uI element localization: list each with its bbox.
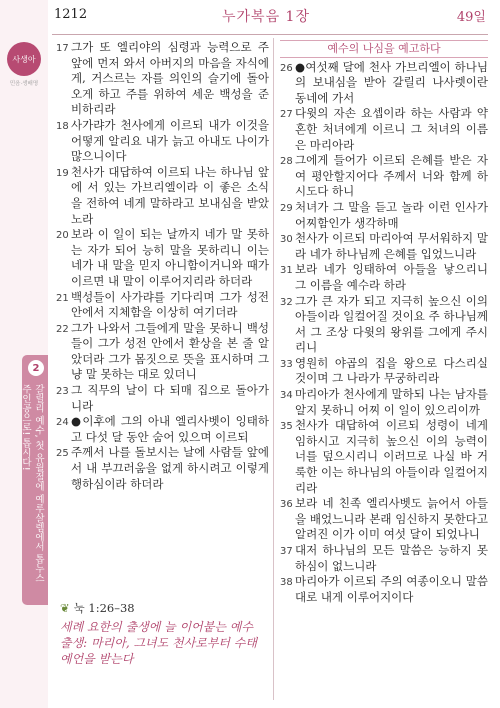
verse (280, 153, 488, 200)
verse (280, 294, 488, 356)
side-vertical-text: 갈릴리 예수, 첫 유월절에 예루살렘에서 톱누스 주인공으로! 톱시다! (20, 384, 44, 583)
column-divider (273, 38, 274, 700)
verse (56, 165, 269, 227)
verse (56, 290, 269, 321)
verse (56, 321, 269, 383)
verse (280, 496, 488, 543)
verse (56, 445, 269, 492)
verse-number: 29 (280, 202, 293, 214)
badge-icon[interactable]: 사생아 (7, 42, 41, 76)
verse (56, 383, 269, 414)
verse-text: 보라 이 일이 되는 날까지 네가 말 못하는 자가 되어 능히 말을 못하리니 이는 네가 내 말을 믿지 아니함이거니와 때가 이르면 내 말이 이루어지리라 하더라 (71, 227, 269, 288)
verse-number: 27 (280, 109, 293, 121)
day-label: 49일 (456, 10, 486, 25)
verse-text: 영원히 야곱의 집을 왕으로 다스리실 것이며 그 나라가 무궁하리라 (295, 355, 488, 386)
verse-number: 36 (280, 499, 293, 511)
badge-subtitle: 민음·생배명 (9, 81, 39, 87)
verse-number: 38 (280, 577, 293, 589)
verse-number: 19 (56, 167, 69, 179)
verse-text: 사가랴가 천사에게 이르되 내가 이것을 어떻게 알리요 내가 늙고 아내도 나이가 많으니이다 (71, 117, 269, 164)
verse-text: 보라 네 친족 엘리사벳도 늙어서 아들을 배었느니라 본래 임신하지 못한다고 알려진 이가 이미 여섯 달이 되었나니 (295, 496, 488, 542)
verse (280, 200, 488, 231)
verse-text: 마리아가 천사에게 말하되 나는 남자를 알지 못하니 어찌 이 일이 있으리이까 (295, 387, 488, 417)
verse-text: 그가 큰 자가 되고 지극히 높으신 이의 아들이라 일컬어질 것이요 주 하나님께서 그 조상 다윗의 왕위를 그에게 주시리니 (295, 293, 488, 355)
verse-text: 천사가 대답하여 이르되 나는 하나님 앞에 서 있는 가브리엘이라 이 좋은 소식을 전하여 네게 말하라고 보내심을 받았노라 (71, 164, 269, 226)
verse (280, 106, 488, 153)
verse-text: 그가 또 엘리야의 심령과 능력으로 주 앞에 먼저 와서 아버지의 마음을 자식에게, 거스르는 자를 의인의 슬기에 돌아오게 하고 주를 위하여 세운 백성을 준비하리라 (71, 40, 269, 117)
verse-number: 20 (56, 230, 69, 242)
verse-text: 그가 나와서 그들에게 말을 못하니 백성들이 그가 성전 안에서 환상을 본 줄 알았더라 그가 몸짓으로 뜻을 표시하며 그냥 말 못하는 대로 있더니 (71, 320, 269, 382)
verse-text: 천사가 대답하여 이르되 성령이 네게 임하시고 지극히 높으신 이의 능력이 너를 덮으시리니 이러므로 나실 바 거룩한 이는 하나님의 아들이라 일컬어지리라 (295, 418, 488, 495)
section-heading: 예수의 나심을 예고하다 (280, 40, 488, 58)
verse-text: 그 직무의 날이 다 되매 집으로 돌아가니라 (71, 383, 269, 413)
verse-number: 32 (280, 296, 293, 308)
verse (280, 356, 488, 387)
side-section-number: 2 (28, 360, 44, 376)
chapter-title: 누가복음 1장 (222, 9, 310, 25)
verse-text: 마리아가 이르되 주의 여종이오니 말씀대로 내게 이루어지이다 (295, 574, 488, 604)
verse (280, 387, 488, 418)
verse-number: 28 (280, 156, 293, 168)
verse-number: 17 (56, 43, 69, 54)
leaf-icon: ❦ (60, 601, 70, 615)
verse-text: 주께서 나를 돌보시는 날에 사람들 앞에서 내 부끄러움을 없게 하시려고 이렇게 행하심이라 하더라 (71, 445, 269, 491)
verse-number: 30 (280, 234, 293, 246)
verse-number: 23 (56, 386, 69, 398)
verse-number: 21 (56, 292, 69, 304)
verse (280, 418, 488, 496)
verse-number: 22 (56, 323, 69, 335)
left-column (56, 40, 269, 492)
verse-number: 31 (280, 265, 293, 277)
verse (280, 543, 488, 574)
verse-number: 18 (56, 120, 69, 132)
verse-number: 25 (56, 448, 69, 460)
page-number: 1212 (54, 7, 88, 22)
verse-number: 26 (280, 62, 293, 74)
verse-number: 35 (280, 421, 293, 433)
verse (56, 118, 269, 165)
verse-number: 34 (280, 390, 293, 402)
verse-text: ●여섯째 달에 천사 가브리엘이 하나님의 보내심을 받아 갈릴리 나사렛이란 동네에 가서 (295, 59, 488, 105)
verse (56, 40, 269, 118)
verse (280, 574, 488, 605)
verse-text: 보라 네가 잉태하여 아들을 낳으리니 그 이름을 예수라 하라 (295, 262, 488, 292)
study-note: 세례 요한의 출생에 늘 이어붙는 예수 출생: 마리아, 그녀도 천사로부터 수태 예언을 받는다 (60, 620, 257, 666)
verse-number: 37 (280, 546, 293, 557)
verse-text: 대저 하나님의 모든 말씀은 능하지 못하심이 없느니라 (295, 543, 488, 573)
verse-text: 그에게 들어가 이르되 은혜를 받은 자여 평안할지어다 주께서 너와 함께 하시도다 하니 (295, 153, 488, 199)
verse (280, 262, 488, 293)
verse-text: 천사가 이르되 마리아여 무서워하지 말라 네가 하나님께 은혜를 입었느니라 (295, 231, 488, 261)
verse-text: 백성들이 사가랴를 기다리며 그가 성전 안에서 지체함을 이상히 여기더라 (71, 289, 269, 320)
cross-reference (60, 600, 135, 616)
page-header (52, 0, 488, 35)
verse (56, 227, 269, 289)
verse (280, 60, 488, 107)
right-column (280, 40, 488, 605)
verse-text: 처녀가 그 말을 듣고 놀라 이런 인사가 어찌함인가 생각하매 (295, 199, 488, 230)
verse-text: 다윗의 자손 요셉이라 하는 사람과 약혼한 처녀에게 이르니 그 처녀의 이름은 마리아라 (295, 106, 488, 152)
verse (280, 231, 488, 262)
verse-number: 33 (280, 358, 293, 370)
verse-number: 24 (56, 417, 69, 429)
reference-text: 눅 1:26–38 (73, 601, 135, 615)
verse (56, 414, 269, 445)
verse-text: ●이후에 그의 아내 엘리사벳이 잉태하고 다섯 달 동안 숨어 있으며 이르되 (71, 414, 269, 444)
